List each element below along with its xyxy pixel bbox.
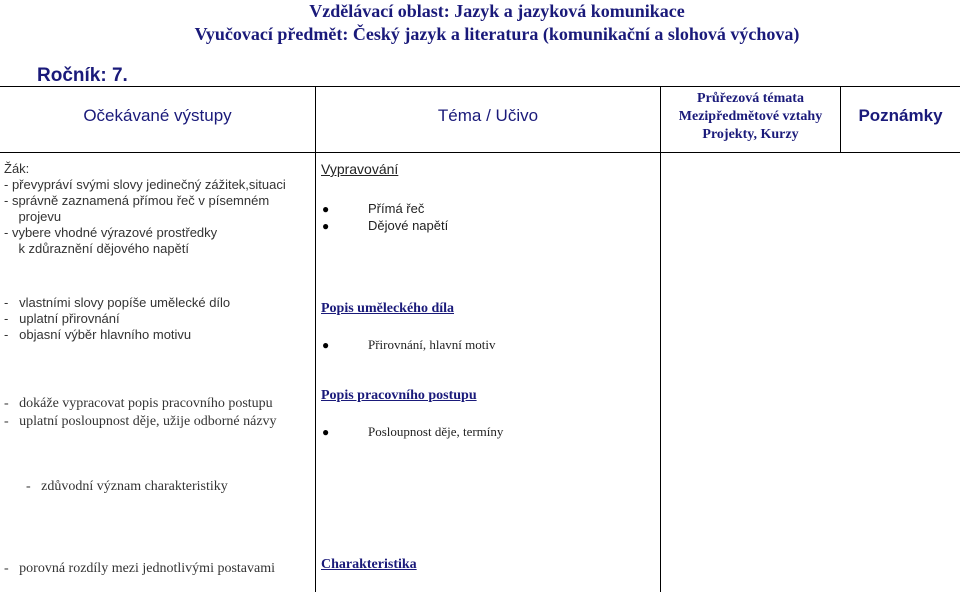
- outcome-line: projevu: [4, 209, 62, 224]
- outcome-line: - uplatní posloupnost děje, užije odborné názvy: [4, 414, 277, 429]
- outcome-line: - vlastními slovy popíše umělecké dílo: [4, 295, 231, 310]
- column-divider-2: [660, 86, 661, 592]
- row3-outcomes: [4, 395, 277, 431]
- subject-title: Vyučovací předmět: Český jazyk a literatura (komunikační a slohová výchova): [194, 24, 800, 44]
- topic-title: Popis pracovního postupu: [321, 388, 477, 403]
- header-bottom-rule: [0, 152, 960, 153]
- bullet-icon: ●: [322, 425, 330, 439]
- column-header-topic: Téma / Učivo: [437, 106, 539, 125]
- topic-title: Popis uměleckého díla: [321, 301, 455, 316]
- bullet-icon: ●: [322, 219, 330, 233]
- topic-item-text: Přímá řeč: [368, 201, 425, 216]
- row1-outcomes: [4, 161, 286, 257]
- outcome-line: - dokáže vypracovat popis pracovního postupu: [4, 396, 273, 411]
- outcome-line: Žák:: [4, 161, 30, 176]
- outcome-line: - objasní výběr hlavního motivu: [4, 327, 192, 342]
- topic-item-text: Přirovnání, hlavní motiv: [368, 337, 496, 352]
- row2-outcomes: [4, 295, 230, 343]
- row4-outcomes: [26, 478, 228, 496]
- topic-item-text: Dějové napětí: [368, 218, 449, 233]
- topic-item-text: Posloupnost děje, termíny: [368, 424, 504, 439]
- column-header-outcomes: Očekávané výstupy: [83, 106, 232, 125]
- outcome-line: - uplatní přirovnání: [4, 311, 120, 326]
- grade-label: Ročník: 7.: [37, 65, 128, 86]
- table-top-rule: [0, 86, 960, 87]
- cross-line-3: Projekty, Kurzy: [702, 127, 799, 142]
- outcome-line: k zdůraznění dějového napětí: [4, 241, 190, 256]
- outcome-line: - zdůvodní význam charakteristiky: [26, 479, 228, 494]
- bullet-icon: ●: [322, 202, 330, 216]
- row5-outcomes: [4, 560, 275, 578]
- cross-line-2: Mezipředmětové vztahy: [678, 109, 823, 124]
- column-divider-1: [315, 86, 316, 592]
- column-header-cross: [661, 90, 840, 144]
- column-header-notes: Poznámky: [858, 106, 943, 125]
- bullet-icon: ●: [322, 338, 330, 352]
- outcome-line: - převypráví svými slovy jedinečný zážitek,situaci: [4, 177, 286, 192]
- outcome-line: - porovná rozdíly mezi jednotlivými postavami: [4, 561, 275, 576]
- outcome-line: - správně zaznamená přímou řeč v písemném: [4, 193, 270, 208]
- topic-title: Charakteristika: [321, 557, 417, 572]
- cross-line-1: Průřezová témata: [697, 91, 804, 106]
- outcome-line: - vybere vhodné výrazové prostředky: [4, 225, 218, 240]
- topic-title: Vypravování: [321, 161, 399, 177]
- area-title: Vzdělávací oblast: Jazyk a jazyková komunikace: [309, 1, 685, 21]
